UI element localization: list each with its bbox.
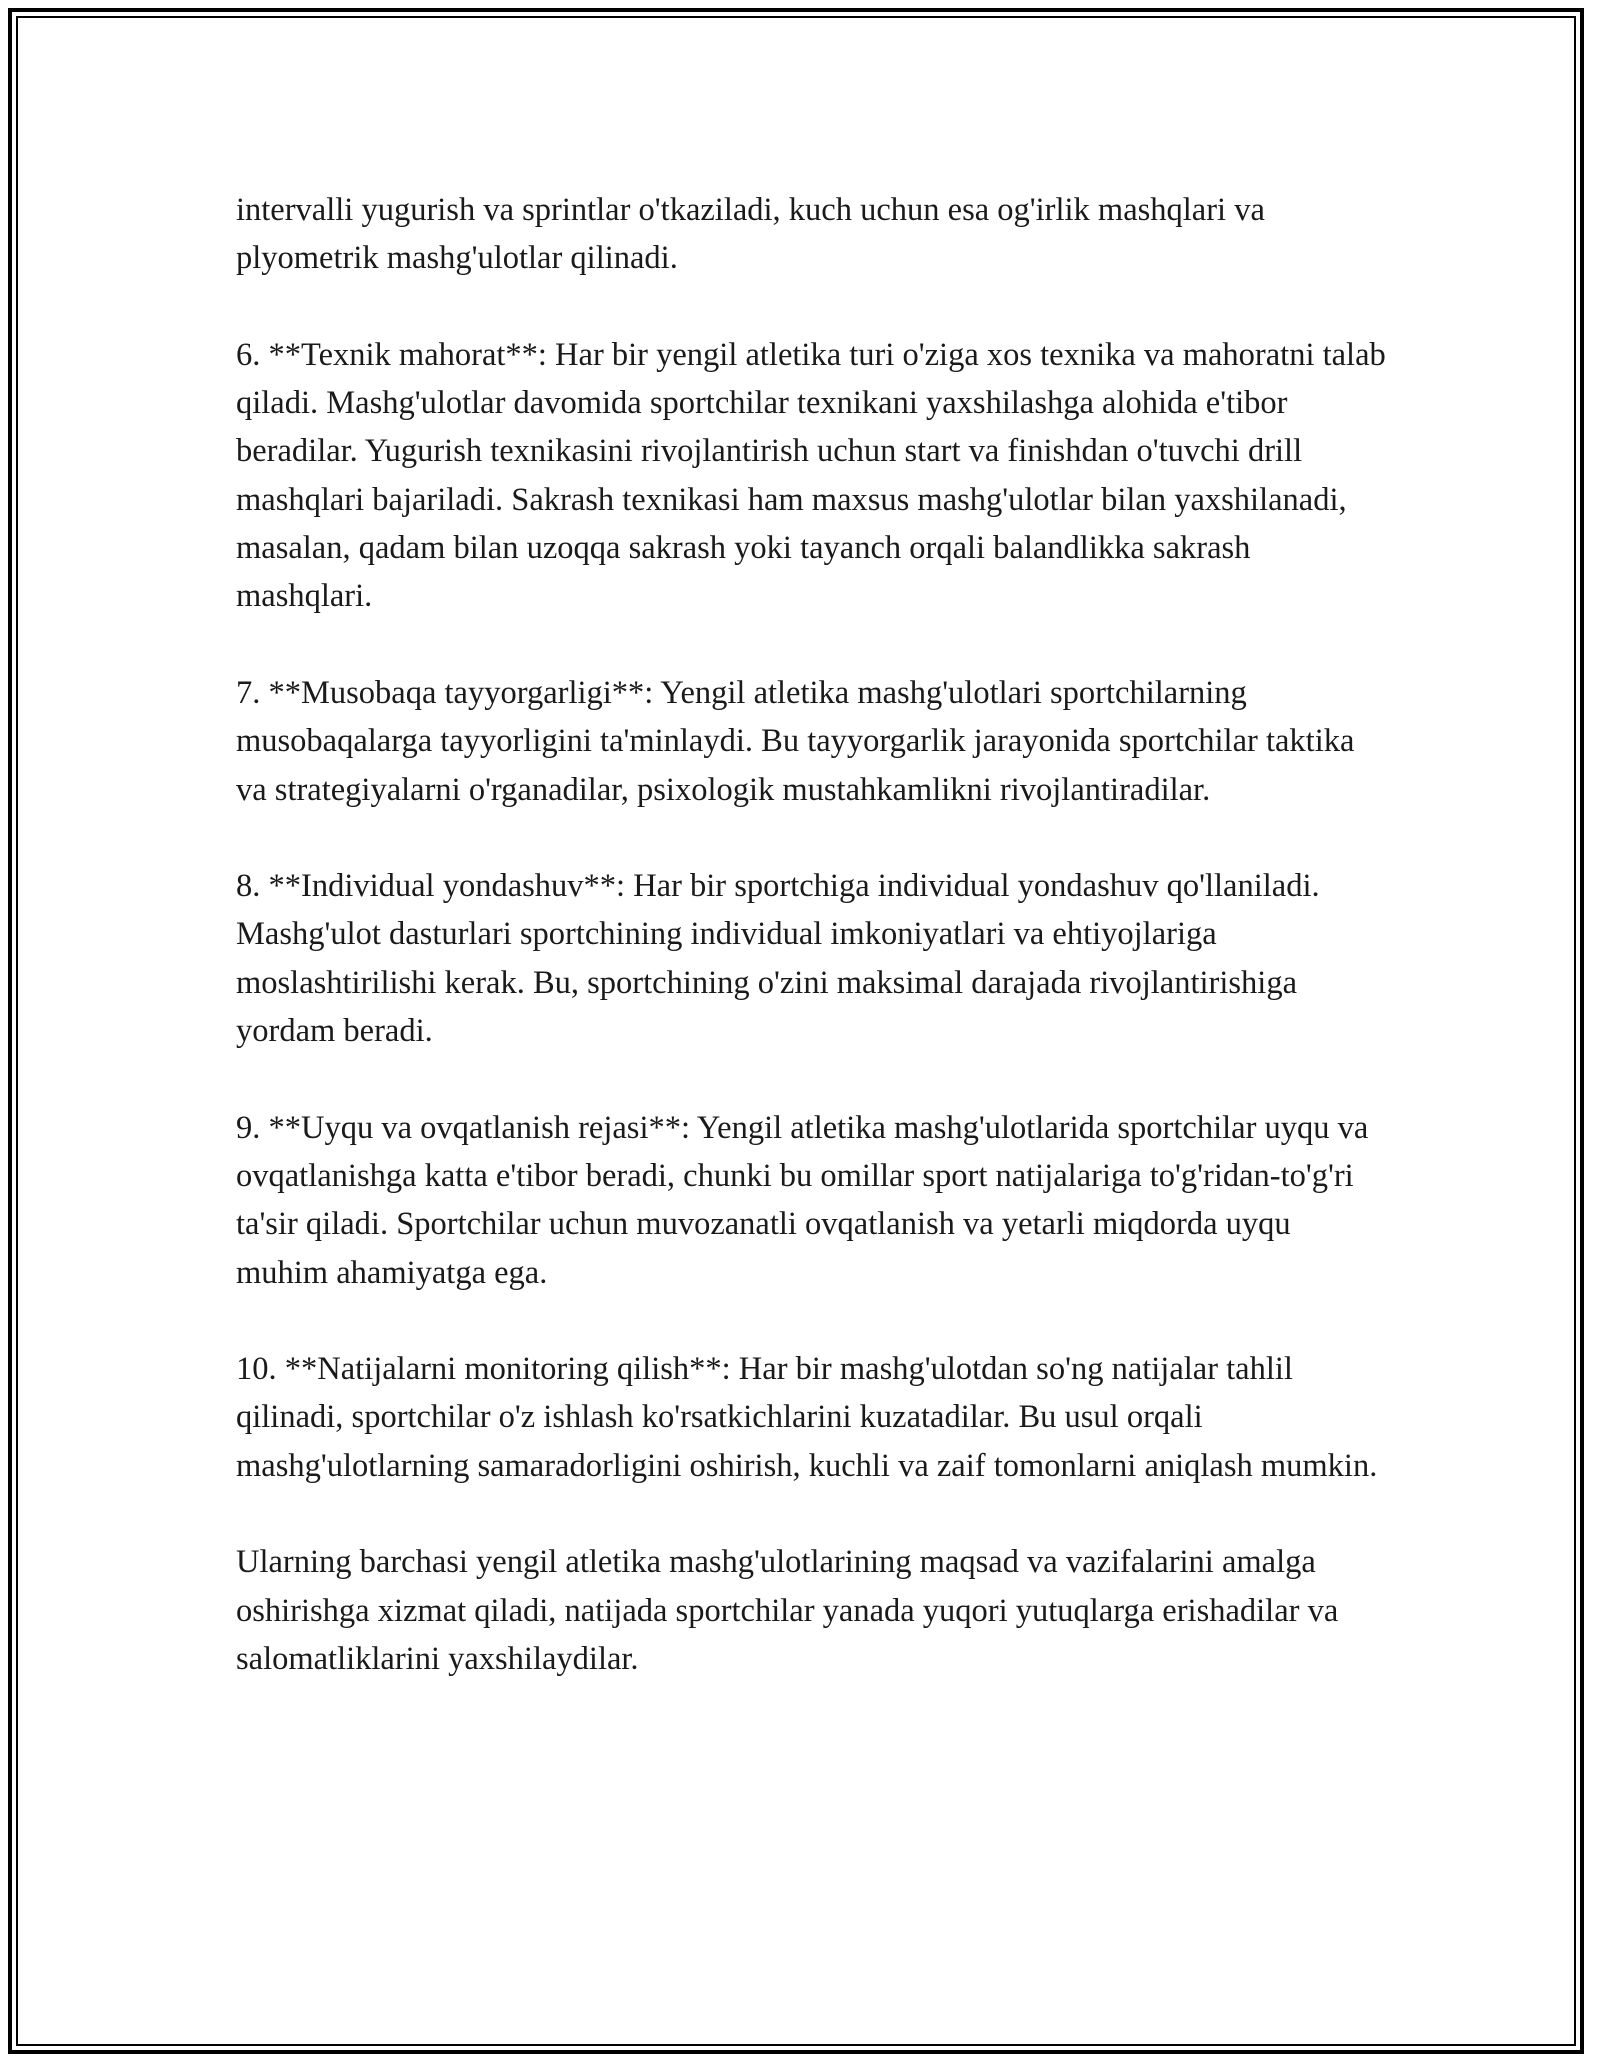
paragraph-technical-skill: 6. **Texnik mahorat**: Har bir yengil atletika turi o'ziga xos texnika va mahoratni talab qiladi. Mashg'ulotlar davomida sportchilar texnikani yaxshilashga alohida e'tibor beradilar. Yugurish texnikasini rivojlantirish uchun start va finishdan o'tuvchi drill mashqlari bajariladi. Sakrash texnikasi ham maxsus mashg'ulotlar bilan yaxshilanadi, masalan, qadam bilan uzoqqa sakrash yoki tayanch orqali balandlikka sakrash mashqlari. [236, 336, 1386, 615]
paragraph-competition-preparation: 7. **Musobaqa tayyorgarligi**: Yengil atletika mashg'ulotlari sportchilarning musobaqalarga tayyorligini ta'minlaydi. Bu tayyorgarlik jarayonida sportchilar taktika va strategiyalarni o'rganadilar, psixologik mustahkamlikni rivojlantiradilar. [236, 674, 1355, 808]
paragraph-sleep-nutrition: 9. **Uyqu va ovqatlanish rejasi**: Yengil atletika mashg'ulotlarida sportchilar uyqu va ovqatlanishga katta e'tibor beradi, chunki bu omillar sport natijalariga to'g'ridan-to'g'ri ta'sir qiladi. Sportchilar uchun muvozanatli ovqatlanish va yetarli miqdorda uyqu muhim ahamiyatga ega. [236, 1109, 1369, 1291]
paragraph-results-monitoring: 10. **Natijalarni monitoring qilish**: Har bir mashg'ulotdan so'ng natijalar tahlil qilinadi, sportchilar o'z ishlash ko'rsatkichlarini kuzatadilar. Bu usul orqali mashg'ulotlarning samaradorligini oshirish, kuchli va zaif tomonlarni aniqlash mumkin. [236, 1351, 1378, 1484]
paragraph-individual-approach: 8. **Individual yondashuv**: Har bir sportchiga individual yondashuv qo'llaniladi. Mashg'ulot dasturlari sportchining individual imkoniyatlari va ehtiyojlariga moslashtirilishi kerak. Bu, sportchining o'zini maksimal darajada rivojlantirishiga yordam beradi. [236, 868, 1320, 1050]
paragraph-conclusion: Ularning barchasi yengil atletika mashg'ulotlarining maqsad va vazifalarini amalga oshirishga xizmat qiladi, natijada sportchilar yanada yuqori yutuqlarga erishadilar va salomatliklarini yaxshilaydilar. [236, 1544, 1339, 1677]
paragraph-continuation: intervalli yugurish va sprintlar o'tkaziladi, kuch uchun esa og'irlik mashqlari va plyometrik mashg'ulotlar qilinadi. [236, 192, 1265, 277]
document-body [236, 186, 1386, 1683]
